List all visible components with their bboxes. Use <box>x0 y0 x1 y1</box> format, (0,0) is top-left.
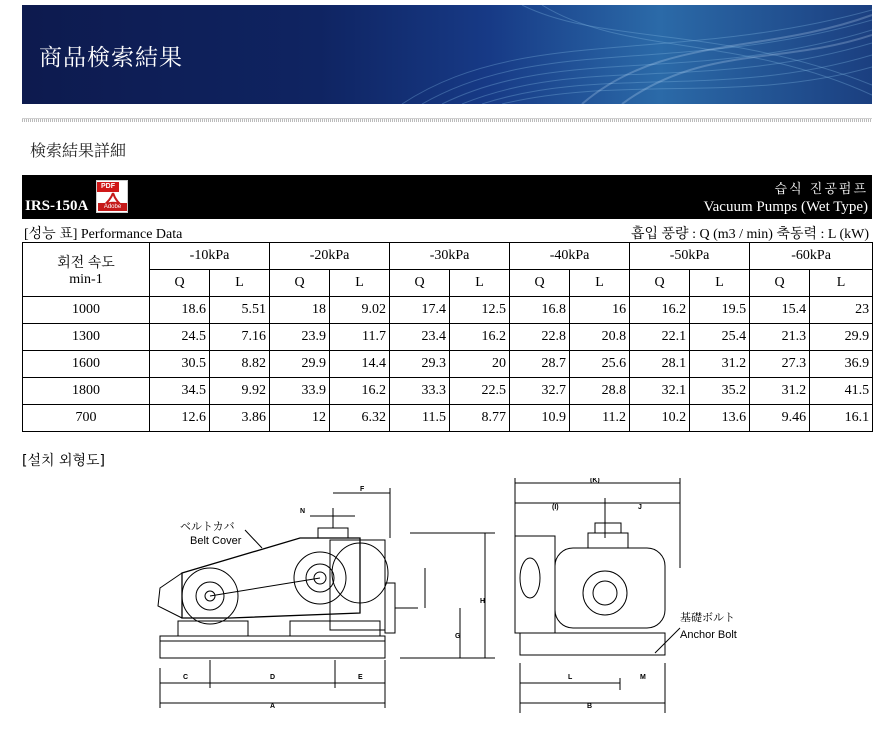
q-value-cell: 32.1 <box>630 378 690 405</box>
l-value-cell: 16.2 <box>450 324 510 351</box>
rotation-speed-label: 회전 속도 <box>57 255 115 271</box>
table-row <box>23 378 873 405</box>
table-row <box>23 351 873 378</box>
performance-units: 흡입 풍량 : Q (m3 / min) 축동력 : L (kW) <box>630 227 869 242</box>
dim-g-label: G <box>455 633 461 640</box>
l-value-cell: 11.2 <box>570 405 630 432</box>
pressure-header: -50kPa <box>630 243 750 270</box>
side-base <box>160 636 385 658</box>
l-header: L <box>330 270 390 297</box>
pressure-header: -20kPa <box>270 243 390 270</box>
dim-j-label: J <box>638 504 642 511</box>
rotation-speed-unit: min-1 <box>69 271 103 287</box>
q-header: Q <box>390 270 450 297</box>
l-value-cell: 20 <box>450 351 510 378</box>
q-value-cell: 22.1 <box>630 324 690 351</box>
l-value-cell: 19.5 <box>690 297 750 324</box>
header-banner <box>22 5 872 104</box>
dim-h-label: H <box>480 598 486 605</box>
pressure-header: -60kPa <box>750 243 873 270</box>
q-value-cell: 24.5 <box>150 324 210 351</box>
section-title: 検索結果詳細 <box>30 141 127 160</box>
anchor-bolt-jp-label: 基礎ボルト <box>680 612 735 624</box>
front-pump-body <box>555 548 665 628</box>
q-value-cell: 29.3 <box>390 351 450 378</box>
l-value-cell: 12.5 <box>450 297 510 324</box>
q-value-cell: 34.5 <box>150 378 210 405</box>
q-value-cell: 9.46 <box>750 405 810 432</box>
q-value-cell: 16.8 <box>510 297 570 324</box>
q-header: Q <box>150 270 210 297</box>
q-value-cell: 32.7 <box>510 378 570 405</box>
q-value-cell: 28.7 <box>510 351 570 378</box>
l-value-cell: 6.32 <box>330 405 390 432</box>
l-value-cell: 25.6 <box>570 351 630 378</box>
l-value-cell: 23 <box>810 297 873 324</box>
q-value-cell: 10.9 <box>510 405 570 432</box>
l-value-cell: 16 <box>570 297 630 324</box>
dim-b-label: B <box>587 703 593 710</box>
speed-cell: 1800 <box>23 378 150 405</box>
q-value-cell: 12.6 <box>150 405 210 432</box>
q-value-cell: 28.1 <box>630 351 690 378</box>
q-value-cell: 23.4 <box>390 324 450 351</box>
q-value-cell: 29.9 <box>270 351 330 378</box>
rotation-speed-header <box>23 243 150 297</box>
q-header: Q <box>270 270 330 297</box>
q-header: Q <box>510 270 570 297</box>
performance-label: [성능 표] Performance Data <box>24 227 183 242</box>
l-value-cell: 36.9 <box>810 351 873 378</box>
q-header: Q <box>630 270 690 297</box>
dim-a-label: A <box>270 703 276 710</box>
l-header: L <box>690 270 750 297</box>
l-header: L <box>450 270 510 297</box>
q-value-cell: 11.5 <box>390 405 450 432</box>
category-korean: 습식 진공펌프 <box>774 182 868 197</box>
belt-cover-jp-label: ベルトカバ <box>180 521 235 533</box>
l-value-cell: 28.8 <box>570 378 630 405</box>
l-value-cell: 16.1 <box>810 405 873 432</box>
l-value-cell: 8.77 <box>450 405 510 432</box>
q-header: Q <box>750 270 810 297</box>
front-base <box>520 633 665 655</box>
l-value-cell: 16.2 <box>330 378 390 405</box>
product-model: IRS-150A <box>25 198 89 214</box>
q-value-cell: 31.2 <box>750 378 810 405</box>
dim-n-label: N <box>300 508 306 515</box>
l-value-cell: 25.4 <box>690 324 750 351</box>
pressure-header: -40kPa <box>510 243 630 270</box>
dim-e-label: E <box>358 674 363 681</box>
installation-drawing <box>150 478 760 718</box>
install-drawing-title: [설치 외형도] <box>22 453 105 469</box>
product-header <box>22 175 872 219</box>
belt-cover-en-label: Belt Cover <box>190 535 242 547</box>
l-value-cell: 11.7 <box>330 324 390 351</box>
speed-cell: 1000 <box>23 297 150 324</box>
table-row <box>23 297 873 324</box>
dim-f-label: F <box>360 486 365 493</box>
q-value-cell: 22.8 <box>510 324 570 351</box>
q-value-cell: 16.2 <box>630 297 690 324</box>
l-header: L <box>810 270 873 297</box>
q-value-cell: 33.9 <box>270 378 330 405</box>
l-header: L <box>570 270 630 297</box>
l-value-cell: 8.82 <box>210 351 270 378</box>
q-value-cell: 23.9 <box>270 324 330 351</box>
q-value-cell: 18.6 <box>150 297 210 324</box>
performance-table <box>22 242 873 432</box>
l-value-cell: 41.5 <box>810 378 873 405</box>
dim-k-label: (K) <box>590 478 600 484</box>
table-row <box>23 405 873 432</box>
pressure-header: -10kPa <box>150 243 270 270</box>
adobe-label: Adobe <box>98 203 127 211</box>
pdf-tag: PDF <box>97 182 119 192</box>
category-english: Vacuum Pumps (Wet Type) <box>703 199 868 215</box>
q-value-cell: 30.5 <box>150 351 210 378</box>
l-header: L <box>210 270 270 297</box>
speed-cell: 1300 <box>23 324 150 351</box>
l-value-cell: 20.8 <box>570 324 630 351</box>
speed-cell: 1600 <box>23 351 150 378</box>
dim-c-label: C <box>183 674 189 681</box>
l-value-cell: 13.6 <box>690 405 750 432</box>
q-value-cell: 15.4 <box>750 297 810 324</box>
l-value-cell: 14.4 <box>330 351 390 378</box>
dim-i-label: (I) <box>552 504 559 511</box>
l-value-cell: 31.2 <box>690 351 750 378</box>
l-value-cell: 9.02 <box>330 297 390 324</box>
dim-d-label: D <box>270 674 276 681</box>
anchor-bolt-en-label: Anchor Bolt <box>680 629 737 641</box>
speed-cell: 700 <box>23 405 150 432</box>
divider <box>22 118 872 122</box>
l-value-cell: 5.51 <box>210 297 270 324</box>
q-value-cell: 12 <box>270 405 330 432</box>
pdf-download-icon[interactable] <box>96 180 128 213</box>
q-value-cell: 10.2 <box>630 405 690 432</box>
q-value-cell: 17.4 <box>390 297 450 324</box>
l-value-cell: 35.2 <box>690 378 750 405</box>
l-value-cell: 22.5 <box>450 378 510 405</box>
q-value-cell: 21.3 <box>750 324 810 351</box>
dim-l-label: L <box>568 674 573 681</box>
l-value-cell: 3.86 <box>210 405 270 432</box>
page-title: 商品検索結果 <box>39 45 183 71</box>
l-value-cell: 7.16 <box>210 324 270 351</box>
l-value-cell: 29.9 <box>810 324 873 351</box>
table-row <box>23 324 873 351</box>
performance-rows <box>23 297 873 432</box>
l-value-cell: 9.92 <box>210 378 270 405</box>
dim-m-label: M <box>640 674 646 681</box>
q-value-cell: 33.3 <box>390 378 450 405</box>
q-value-cell: 18 <box>270 297 330 324</box>
pressure-header: -30kPa <box>390 243 510 270</box>
belt-cover <box>182 538 360 618</box>
q-value-cell: 27.3 <box>750 351 810 378</box>
